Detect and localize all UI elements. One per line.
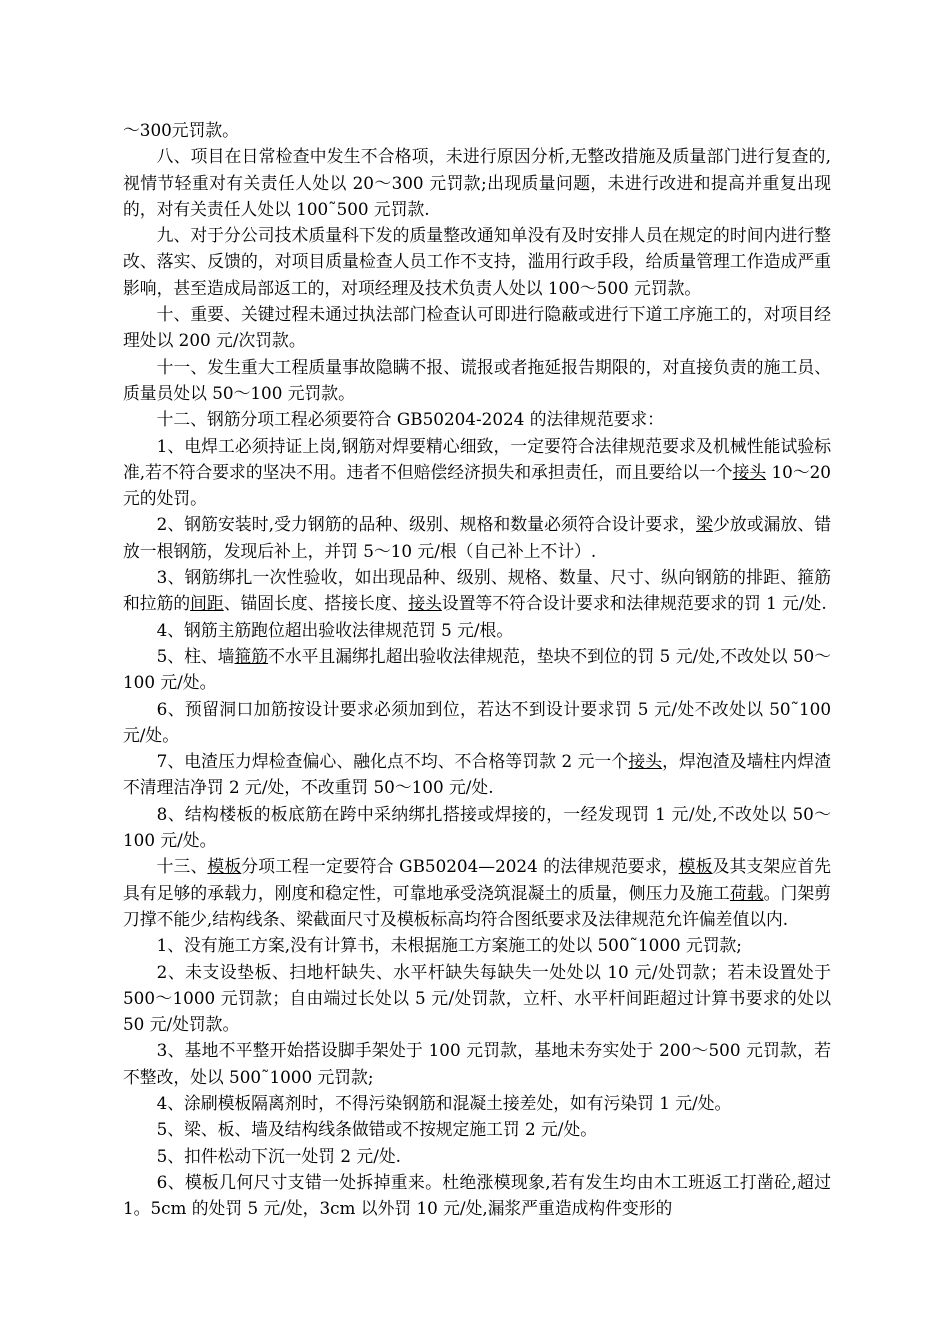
paragraph xyxy=(123,932,831,958)
text-segment: 1、没有施工方案,没有计算书，未根据施工方案施工的处以 500˜1000 元罚款; xyxy=(156,935,742,956)
paragraph xyxy=(123,511,831,564)
paragraph xyxy=(123,117,831,143)
underlined-term: 梁 xyxy=(696,514,713,535)
text-segment: 4、钢筋主筋跑位超出验收法律规范罚 5 元/根。 xyxy=(156,619,514,640)
paragraph xyxy=(123,222,831,301)
underlined-term: 接头 xyxy=(628,751,663,772)
text-segment: 十一、发生重大工程质量事故隐瞒不报、谎报或者拖延报告期限的，对直接负责的施工员、质量员处以 50～100 元罚款。 xyxy=(123,356,831,403)
paragraph xyxy=(123,433,831,512)
text-segment: 6、模板几何尺寸支错一处拆掉重来。杜绝涨模现象,若有发生均由木工班返工打凿砼,超过 1。5cm 的处罚 5 元/处，3cm 以外罚 10 元/处,漏浆严重造成构件变形的 xyxy=(123,1171,831,1219)
text-segment: 不水平且漏绑扎超出验收法律规范，垫块不到位的罚 5 元/处,不改处以 50～100 元/处。 xyxy=(123,645,831,693)
paragraph xyxy=(123,748,831,801)
underlined-term: 接头 xyxy=(732,461,767,482)
paragraph xyxy=(123,853,831,932)
text-segment: 8、结构楼板的板底筋在跨中采纳绑扎搭接或焊接的，一经发现罚 1 元/处,不改处以 50～100 元/处。 xyxy=(123,803,831,851)
text-segment: 设置等不符合设计要求和法律规范要求的罚 1 元/处. xyxy=(441,593,827,614)
text-segment: 十二、钢筋分项工程必须要符合 GB50204-2024 的法律规范要求： xyxy=(156,409,664,430)
underlined-term: 箍筋 xyxy=(234,645,269,666)
paragraph xyxy=(123,301,831,354)
text-segment: 2、未支设垫板、扫地杆缺失、水平杆缺失每缺失一处处以 10 元/处罚款；若未设置处于 500～1000 元罚款；自由端过长处以 5 元/处罚款，立杆、水平杆间距超过计算书要求的处以 50 元/处罚款。 xyxy=(123,961,831,1035)
text-segment: 7、电渣压力焊检查偏心、融化点不均、不合格等罚款 2 元一个 xyxy=(156,751,629,772)
underlined-term: 荷载 xyxy=(729,882,764,903)
document-page xyxy=(123,117,831,1221)
text-segment: 2、钢筋安装时,受力钢筋的品种、级别、规格和数量必须符合设计要求， xyxy=(156,514,697,535)
paragraph xyxy=(123,696,831,749)
paragraph xyxy=(123,801,831,854)
text-segment: 4、涂刷模板隔离剂时，不得污染钢筋和混凝土接差处，如有污染罚 1 元/处。 xyxy=(156,1092,732,1113)
paragraph xyxy=(123,354,831,407)
paragraph xyxy=(123,564,831,617)
text-segment: 九、对于分公司技术质量科下发的质量整改通知单没有及时安排人员在规定的时间内进行整改、落实、反馈的，对项目质量检查人员工作不支持，滥用行政手段，给质量管理工作造成严重影响，甚至造成局部返工的，对项经理及技术负责人处以 100～500 元罚款。 xyxy=(123,225,831,298)
text-segment: 少放或漏放、错放一根钢筋，发现后补上，并罚 5～10 元/根（自己补上不计）. xyxy=(123,514,831,561)
paragraph xyxy=(123,1169,831,1222)
text-segment: 、锚固长度、搭接长度、 xyxy=(223,593,409,614)
paragraph xyxy=(123,1090,831,1116)
underlined-term: 模板 xyxy=(678,856,713,877)
paragraph xyxy=(123,643,831,696)
text-segment: 6、预留洞口加筋按设计要求必须加到位，若达不到设计要求罚 5 元/处不改处以 50˜100 元/处。 xyxy=(123,698,831,745)
text-segment: 。门架剪刀撑不能少,结构线条、梁截面尺寸及模板标高均符合图纸要求及法律规范允许偏差值以内. xyxy=(123,882,831,929)
text-segment: ～300元罚款。 xyxy=(123,120,239,140)
text-segment: 3、基地不平整开始搭设脚手架处于 100 元罚款，基地未夯实处于 200～500 元罚款，若不整改，处以 500˜1000 元罚款; xyxy=(123,1040,831,1087)
text-segment: 5、柱、墙 xyxy=(156,645,235,666)
text-segment: 10～20 元的处罚。 xyxy=(123,461,831,509)
paragraph xyxy=(123,143,831,222)
text-segment: 3、钢筋绑扎一次性验收，如出现品种、级别、规格、数量、尺寸、纵向钢筋的排距、箍筋和拉筋的 xyxy=(123,567,831,614)
text-segment: 八、项目在日常检查中发生不合格项，未进行原因分析,无整改措施及质量部门进行复查的,视情节轻重对有关责任人处以 20～300 元罚款;出现质量问题，未进行改进和提高并重复出现的，对有关责任人处以 100˜500 元罚款. xyxy=(123,146,831,219)
text-segment: ，焊泡渣及墙柱内焊渣不清理洁净罚 2 元/处，不改重罚 50～100 元/处. xyxy=(123,751,831,798)
paragraph xyxy=(123,617,831,643)
text-segment: 及其支架应首先具有足够的承载力，刚度和稳定性，可靠地承受浇筑混凝土的质量，侧压力及施工 xyxy=(123,856,831,903)
paragraph xyxy=(123,406,831,432)
underlined-term: 间距 xyxy=(190,593,224,614)
text-segment: 5、扣件松动下沉一处罚 2 元/处. xyxy=(156,1145,401,1166)
underlined-term: 接头 xyxy=(408,593,442,614)
text-segment: 5、梁、板、墙及结构线条做错或不按规定施工罚 2 元/处。 xyxy=(156,1119,598,1140)
text-segment: 十、重要、关键过程未通过执法部门检查认可即进行隐蔽或进行下道工序施工的，对项目经理处以 200 元/次罚款。 xyxy=(123,304,831,351)
paragraph xyxy=(123,1143,831,1169)
text-segment: 分项工程一定要符合 GB50204—2024 的法律规范要求， xyxy=(241,856,679,877)
text-segment: 十三、 xyxy=(156,856,208,877)
paragraph xyxy=(123,1116,831,1142)
text-segment: 1、电焊工必须持证上岗,钢筋对焊要精心细致，一定要符合法律规范要求及机械性能试验标准,若不符合要求的坚决不用。违者不但赔偿经济损失和承担责任，而且要给以一个 xyxy=(123,435,831,482)
paragraph xyxy=(123,959,831,1038)
paragraph xyxy=(123,1037,831,1090)
underlined-term: 模板 xyxy=(207,856,242,877)
